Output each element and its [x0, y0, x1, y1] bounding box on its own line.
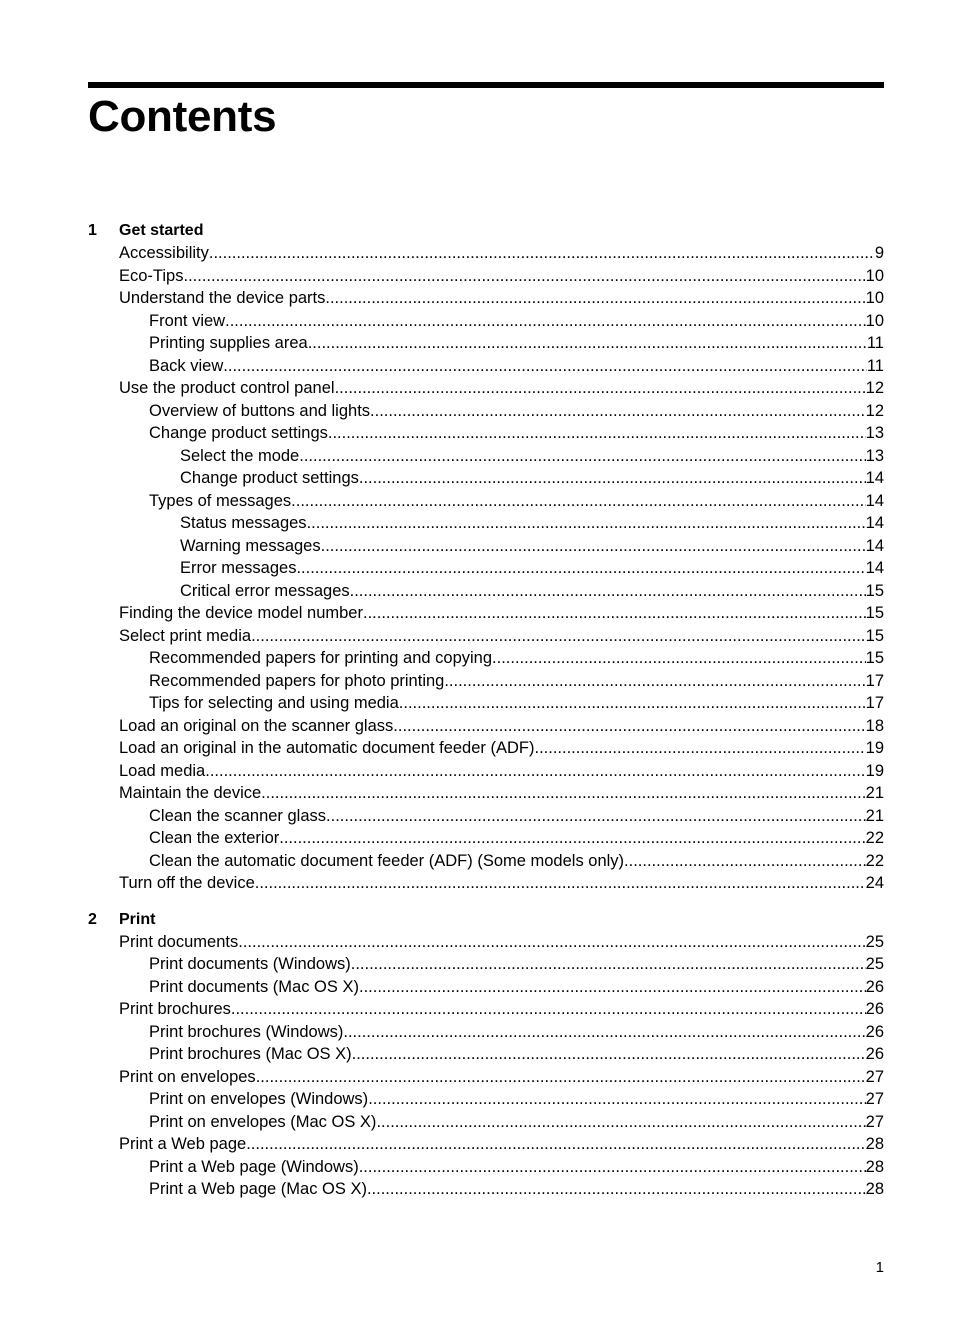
toc-entry-title: Print on envelopes (Mac OS X) [149, 1112, 377, 1131]
toc-entry[interactable] [88, 1133, 884, 1156]
toc-entry[interactable] [88, 512, 884, 535]
toc-entry-page: 12 [865, 379, 884, 397]
toc-entry-title: Understand the device parts [119, 289, 326, 307]
dot-leader [534, 737, 865, 760]
toc-entry-page: 12 [865, 401, 884, 420]
toc-entry-page: 14 [865, 491, 884, 510]
dot-leader [238, 931, 865, 954]
toc-entry[interactable] [88, 931, 884, 954]
toc-entry[interactable] [88, 715, 884, 738]
toc-entry-title: Turn off the device [119, 874, 255, 892]
toc-entry[interactable] [88, 647, 884, 670]
dot-leader [205, 760, 865, 783]
chapter-title: Print [119, 910, 156, 928]
toc-entry-page: 28 [865, 1157, 884, 1176]
toc-entry-title: Load media [119, 761, 206, 780]
toc-entry-page: 15 [865, 604, 884, 622]
toc-entry-title: Print documents [119, 932, 239, 951]
dot-leader [328, 422, 866, 445]
dot-leader [279, 827, 865, 850]
toc-entry-page: 27 [865, 1112, 884, 1131]
toc-entry-page: 26 [865, 1045, 884, 1063]
toc-entry-title: Finding the device model number [119, 604, 363, 622]
dot-leader [325, 287, 865, 310]
dot-leader [326, 805, 866, 828]
toc-entry-page: 21 [865, 806, 884, 825]
toc-entry-title: Change product settings [149, 424, 328, 442]
toc-entry[interactable] [88, 737, 884, 760]
dot-leader [291, 490, 865, 513]
toc-entry-title: Print a Web page (Windows) [149, 1157, 359, 1176]
dot-leader [376, 1111, 865, 1134]
dot-leader [343, 1021, 865, 1044]
dot-leader [256, 1066, 866, 1089]
dot-leader [246, 1133, 865, 1156]
toc-entry-page: 27 [865, 1090, 884, 1108]
toc-entry-title: Use the product control panel [119, 379, 335, 397]
toc-entry-title: Back view [149, 356, 224, 375]
toc-entry[interactable] [88, 377, 884, 400]
toc-entry-page: 10 [865, 311, 884, 330]
toc-entry-title: Critical error messages [180, 581, 350, 600]
dot-leader [209, 242, 875, 265]
toc-entry-page: 14 [865, 469, 884, 487]
toc-entry-title: Status messages [180, 514, 307, 532]
toc-entry[interactable] [88, 602, 884, 625]
dot-leader [184, 265, 866, 288]
toc-entry-page: 18 [865, 716, 884, 735]
toc-entry-title: Types of messages [149, 491, 292, 510]
dot-leader [359, 1156, 866, 1179]
dot-leader [335, 377, 866, 400]
toc-entry-title: Front view [149, 311, 226, 330]
toc-entry-title: Eco-Tips [119, 266, 184, 285]
toc-entry[interactable] [88, 625, 884, 648]
toc-entry-title: Change product settings [180, 469, 359, 487]
dot-leader [231, 998, 866, 1021]
chapter-heading[interactable] [88, 909, 884, 931]
toc-entry-title: Print brochures [119, 1000, 231, 1018]
dot-leader [492, 647, 866, 670]
toc-entry-page: 10 [865, 289, 884, 307]
toc-entry-title: Clean the automatic document feeder (ADF) (Some models only) [149, 851, 625, 870]
toc-entry-page: 13 [865, 446, 884, 465]
page-number: 1 [875, 1259, 884, 1276]
chapter-heading[interactable] [88, 220, 884, 242]
toc-entry-title: Tips for selecting and using media [149, 694, 399, 712]
toc-entry-title: Print documents (Mac OS X) [149, 977, 359, 996]
toc-entry[interactable] [88, 1156, 884, 1179]
toc-entry-page: 17 [865, 694, 884, 712]
toc-entry[interactable] [88, 976, 884, 999]
toc-entry-page: 11 [866, 334, 884, 352]
page-title: Contents [88, 92, 277, 141]
toc-entry[interactable] [88, 998, 884, 1021]
toc-entry-page: 25 [865, 932, 884, 951]
toc-entry-page: 28 [865, 1180, 884, 1198]
dot-leader [363, 602, 866, 625]
toc-entry-title: Print on envelopes (Windows) [149, 1090, 369, 1108]
toc-entry-title: Recommended papers for photo printing [149, 671, 445, 690]
toc-entry[interactable] [88, 535, 884, 558]
toc-entry-page: 10 [865, 266, 884, 285]
chapter-number: 1 [88, 222, 97, 239]
toc-entry-page: 19 [865, 739, 884, 757]
dot-leader [367, 1178, 866, 1201]
toc-entry[interactable] [88, 872, 884, 895]
dot-leader [255, 872, 866, 895]
toc-entry-title: Maintain the device [119, 784, 262, 802]
toc-entry[interactable] [88, 782, 884, 805]
dot-leader [352, 1043, 866, 1066]
toc-entry-page: 15 [865, 581, 884, 600]
toc-entry[interactable] [88, 422, 884, 445]
toc-entry-page: 14 [865, 559, 884, 577]
toc-entry[interactable] [88, 827, 884, 850]
toc-entry[interactable] [88, 760, 884, 783]
toc-entry-page: 9 [874, 244, 884, 262]
toc-entry[interactable] [88, 1021, 884, 1044]
dot-leader [296, 557, 865, 580]
toc-entry-page: 14 [865, 536, 884, 555]
dot-leader [359, 976, 866, 999]
dot-leader [399, 692, 866, 715]
toc-entry-title: Warning messages [180, 536, 321, 555]
toc-entry-title: Print documents (Windows) [149, 955, 351, 973]
dot-leader [368, 1088, 865, 1111]
toc-entry-title: Accessibility [119, 244, 209, 262]
toc-entry-page: 17 [865, 671, 884, 690]
dot-leader [307, 512, 866, 535]
toc-entry-title: Printing supplies area [149, 334, 308, 352]
toc-entry-page: 14 [865, 514, 884, 532]
toc-entry-page: 22 [865, 851, 884, 870]
toc-entry-page: 11 [866, 356, 884, 375]
toc-entry-title: Overview of buttons and lights [149, 401, 371, 420]
toc-entry[interactable] [88, 850, 884, 873]
toc-entry[interactable] [88, 400, 884, 423]
toc-entry[interactable] [88, 1043, 884, 1066]
toc-entry[interactable] [88, 1088, 884, 1111]
toc-entry-page: 21 [865, 784, 884, 802]
toc-entry[interactable] [88, 332, 884, 355]
toc-entry[interactable] [88, 670, 884, 693]
toc-entry[interactable] [88, 557, 884, 580]
table-of-contents [88, 220, 884, 1201]
toc-entry-title: Print on envelopes [119, 1067, 256, 1086]
toc-entry[interactable] [88, 1178, 884, 1201]
dot-leader [351, 953, 866, 976]
toc-entry[interactable] [88, 355, 884, 378]
toc-entry-title: Load an original in the automatic document feeder (ADF) [119, 739, 535, 757]
toc-entry-page: 26 [865, 1000, 884, 1018]
toc-entry[interactable] [88, 287, 884, 310]
toc-entry[interactable] [88, 265, 884, 288]
dot-leader [261, 782, 865, 805]
toc-entry-page: 28 [865, 1135, 884, 1153]
toc-entry[interactable] [88, 580, 884, 603]
dot-leader [370, 400, 866, 423]
dot-leader [359, 467, 866, 490]
toc-entry[interactable] [88, 692, 884, 715]
toc-entry[interactable] [88, 467, 884, 490]
toc-entry-title: Print brochures (Windows) [149, 1022, 344, 1041]
toc-entry-page: 15 [865, 649, 884, 667]
toc-entry-title: Load an original on the scanner glass [119, 716, 394, 735]
toc-entry-page: 15 [865, 626, 884, 645]
toc-entry[interactable] [88, 490, 884, 513]
toc-entry[interactable] [88, 953, 884, 976]
chapter-number: 2 [88, 910, 97, 928]
dot-leader [624, 850, 866, 873]
dot-leader [299, 445, 865, 468]
chapter-title: Get started [119, 222, 204, 239]
toc-entry-page: 19 [865, 761, 884, 780]
toc-entry[interactable] [88, 242, 884, 265]
toc-entry-title: Error messages [180, 559, 297, 577]
toc-entry-title: Print brochures (Mac OS X) [149, 1045, 352, 1063]
dot-leader [251, 625, 866, 648]
toc-entry-page: 24 [865, 874, 884, 892]
toc-entry[interactable] [88, 1066, 884, 1089]
toc-entry[interactable] [88, 1111, 884, 1134]
dot-leader [308, 332, 867, 355]
toc-entry-page: 26 [865, 1022, 884, 1041]
dot-leader [321, 535, 866, 558]
toc-entry-title: Select print media [119, 626, 252, 645]
toc-entry-page: 13 [865, 424, 884, 442]
toc-entry-title: Print a Web page (Mac OS X) [149, 1180, 367, 1198]
toc-entry-title: Clean the exterior [149, 829, 280, 847]
dot-leader [223, 355, 867, 378]
toc-entry-page: 22 [865, 829, 884, 847]
toc-entry-title: Recommended papers for printing and copying [149, 649, 493, 667]
dot-leader [444, 670, 865, 693]
toc-entry-page: 26 [865, 977, 884, 996]
toc-entry-page: 27 [865, 1067, 884, 1086]
toc-entry-title: Clean the scanner glass [149, 806, 327, 825]
toc-entry[interactable] [88, 310, 884, 333]
dot-leader [393, 715, 865, 738]
toc-entry[interactable] [88, 445, 884, 468]
dot-leader [225, 310, 866, 333]
toc-entry[interactable] [88, 805, 884, 828]
toc-entry-page: 25 [865, 955, 884, 973]
toc-entry-title: Select the mode [180, 446, 300, 465]
dot-leader [350, 580, 866, 603]
chapter-gap [88, 895, 884, 909]
toc-entry-title: Print a Web page [119, 1135, 247, 1153]
